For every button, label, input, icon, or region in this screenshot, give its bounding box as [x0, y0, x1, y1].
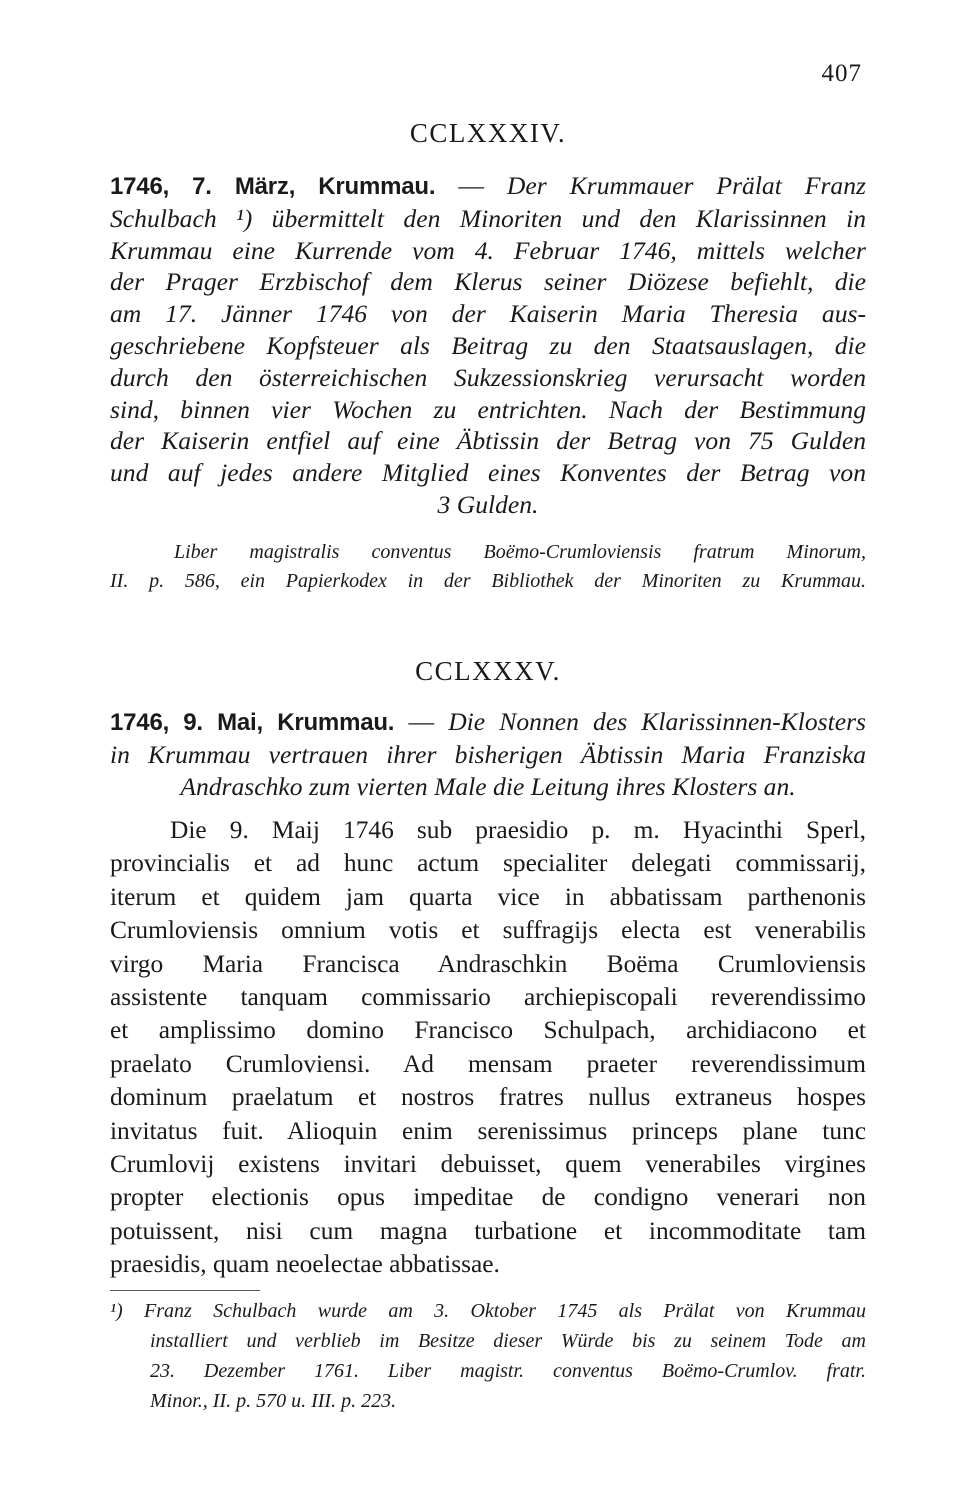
regest-line: Andraschko zum vierten Male die Leitung ihres Klosters an. — [180, 771, 796, 801]
regest-line: geschriebene Kopfsteuer als Beitrag zu den Staatsauslagen, die — [110, 330, 866, 360]
footnote-line: 23. Dezember 1761. Liber magistr. conventus Boëmo-Crumlov. fratr. — [150, 1360, 866, 1382]
regest-line: in Krummau vertrauen ihrer bisherigen Äbtissin Maria Franziska — [110, 739, 866, 769]
body-line: propter electionis opus impeditae de condigno venerari non — [110, 1183, 866, 1212]
document-date: 1746, 9. Mai, Krummau. — [110, 709, 395, 736]
dash-separator: — — [458, 171, 484, 200]
regest-line: durch den österreichischen Sukzessionskrieg verursacht worden — [110, 362, 866, 392]
footnote-line: installiert und verblieb im Besitze dieser Würde bis zu seinem Tode am — [150, 1330, 866, 1352]
page-number: 407 — [821, 60, 862, 87]
footnote-rule — [110, 1290, 260, 1291]
document-number-heading: CCLXXXV. — [415, 656, 561, 686]
regest-line: und auf jedes andere Mitglied eines Konventes der Betrag von — [110, 458, 866, 488]
document-number-heading: CCLXXXIV. — [409, 118, 567, 148]
body-line: provincialis et ad hunc actum specialiter delegati commissarij, — [110, 849, 866, 878]
body-line: Crumlovij existens invitari debuisset, quem venerabiles virgines — [110, 1150, 866, 1179]
regest-text: Die Nonnen des Klarissinnen-Klosters — [448, 707, 866, 736]
footnote-line — [110, 1296, 866, 1326]
document-page — [110, 0, 866, 1486]
source-line: II. p. 586, ein Papierkodex in der Bibliothek der Minoriten zu Krummau. — [110, 570, 866, 592]
dash-separator: — — [408, 707, 435, 736]
footnote — [110, 1296, 866, 1416]
source-citation — [110, 538, 866, 596]
regest-line — [110, 170, 866, 203]
body-line: invitatus fuit. Alioquin enim serenissimus princeps plane tunc — [110, 1116, 866, 1145]
body-line: iterum et quidem jam quarta vice in abbatissam parthenonis — [110, 882, 866, 911]
regest-line: der Kaiserin entfiel auf eine Äbtissin der Betrag von 75 Gulden — [110, 426, 866, 456]
source-line: Liber magistralis conventus Boëmo-Crumloviensis fratrum Minorum, — [174, 541, 866, 563]
footnote-text: Franz Schulbach wurde am 3. Oktober 1745 als Prälat von Krummau — [144, 1300, 867, 1322]
body-line: et amplissimo domino Francisco Schulpach, archidiacono et — [110, 1016, 866, 1045]
footnote-marker: ¹) — [110, 1300, 123, 1322]
body-line: assistente tanquam commissario archiepiscopali reverendissimo — [110, 983, 866, 1012]
regest-paragraph — [110, 170, 866, 521]
body-line: potuissent, nisi cum magna turbatione et incommoditate tam — [110, 1216, 866, 1245]
regest-line: sind, binnen vier Wochen zu entrichten. Nach der Bestimmung — [110, 394, 866, 424]
regest-line: am 17. Jänner 1746 von der Kaiserin Maria Theresia aus- — [110, 299, 866, 329]
regest-line: 3 Gulden. — [437, 489, 539, 519]
body-line: dominum praelatum et nostros fratres nullus extraneus hospes — [110, 1083, 866, 1112]
body-line: praelato Crumloviensi. Ad mensam praeter reverendissimum — [110, 1049, 866, 1078]
body-line: praesidis, quam neoelectae abbatissae. — [110, 1250, 500, 1279]
regest-paragraph — [110, 706, 866, 802]
body-line: virgo Maria Francisca Andraschkin Boëma Crumloviensis — [110, 949, 866, 978]
regest-line: der Prager Erzbischof dem Klerus seiner Diözese befiehlt, die — [110, 267, 866, 297]
regest-line: Schulbach ¹) übermittelt den Minoriten und den Klarissinnen in — [110, 203, 866, 233]
regest-line — [110, 706, 866, 739]
body-line: Die 9. Maij 1746 sub praesidio p. m. Hyacinthi Sperl, — [170, 816, 866, 844]
document-date: 1746, 7. März, Krummau. — [110, 173, 436, 200]
footnote-line: Minor., II. p. 570 u. III. p. 223. — [150, 1390, 397, 1412]
body-line: Crumloviensis omnium votis et suffragijs electa est venerabilis — [110, 916, 866, 945]
regest-text: Der Krummauer Prälat Franz — [506, 171, 866, 200]
document-body — [110, 814, 866, 1282]
regest-line: Krummau eine Kurrende vom 4. Februar 1746, mittels welcher — [110, 235, 866, 265]
